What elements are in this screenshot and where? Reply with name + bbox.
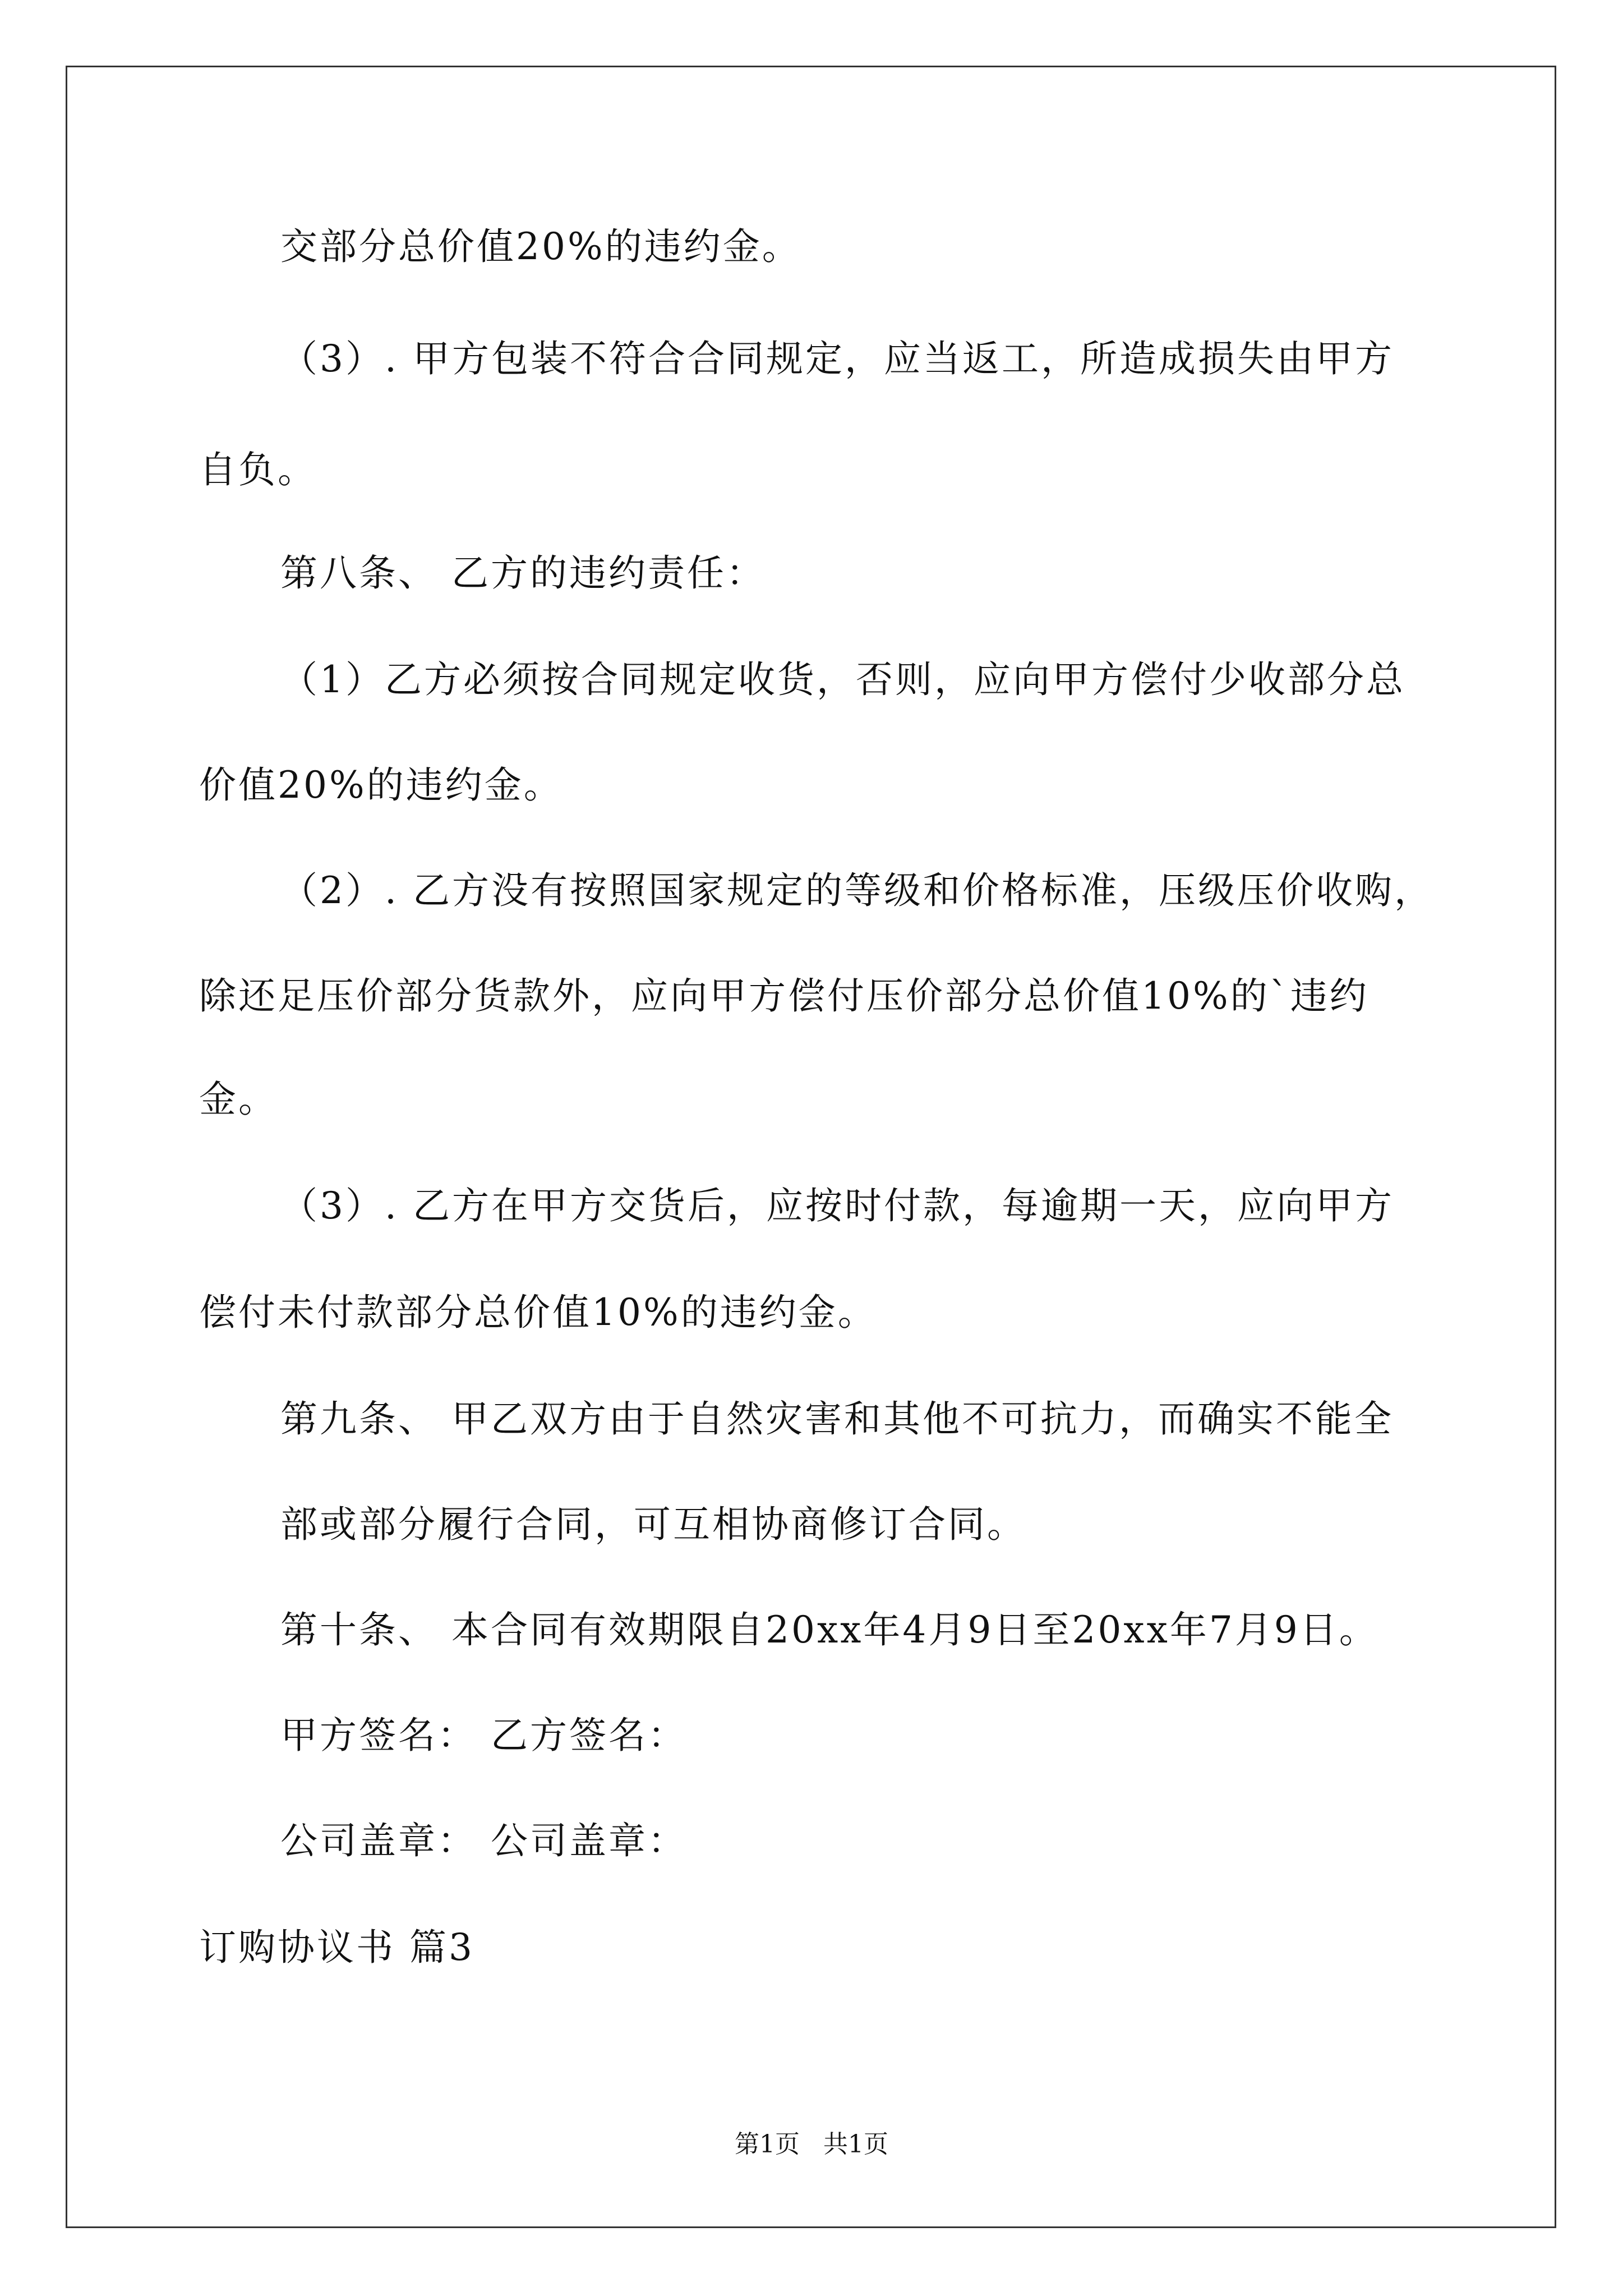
seal-line: 公司盖章： 公司盖章： [280, 1819, 687, 1862]
text-line-1: 交部分总价值20%的违约金。 [280, 225, 801, 268]
text-line-9: 金。 [199, 1078, 278, 1121]
text-line-11: 偿付未付款部分总价值10%的违约金。 [199, 1291, 877, 1334]
article-8-heading: 第八条、 乙方的违约责任： [280, 551, 766, 595]
text-line-8: 除还足压价部分货款外，应向甲方偿付压价部分总价值10%的`违约 [199, 974, 1369, 1018]
text-line-13: 部或部分履行合同，可互相协商修订合同。 [280, 1503, 1026, 1546]
article-9-heading: 第九条、 甲乙双方由于自然灾害和其他不可抗力，而确实不能全 [280, 1397, 1394, 1441]
section-title: 订购协议书 篇3 [199, 1926, 474, 1969]
page-footer: 第1页 共1页 [735, 2130, 888, 2159]
text-line-3: 自负。 [199, 448, 317, 491]
text-line-2: （3）. 甲方包装不符合合同规定，应当返工，所造成损失由甲方 [280, 337, 1394, 380]
text-line-10: （3）. 乙方在甲方交货后，应按时付款，每逾期一天，应向甲方 [280, 1184, 1394, 1227]
text-line-5: （1）乙方必须按合同规定收货，否则，应向甲方偿付少收部分总 [280, 658, 1405, 701]
article-10-heading: 第十条、 本合同有效期限自20xx年4月9日至20xx年7月9日。 [280, 1608, 1378, 1651]
page-border [66, 66, 1556, 2228]
text-line-7: （2）. 乙方没有按照国家规定的等级和价格标准，压级压价收购， [280, 869, 1433, 912]
signature-line: 甲方签名： 乙方签名： [280, 1714, 687, 1757]
text-line-6: 价值20%的违约金。 [199, 763, 563, 807]
